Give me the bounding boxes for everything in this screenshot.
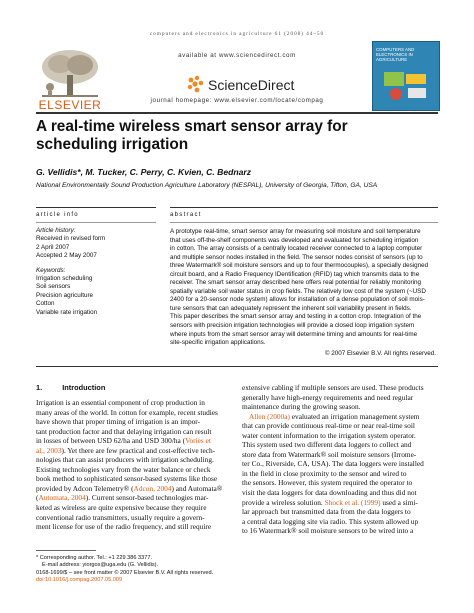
article-title [36, 118, 436, 154]
received-label: Received in revised form [36, 235, 106, 243]
body-line: the sensors. However, this system required the operator to [242, 478, 413, 488]
running-head: computers and electronics in agriculture 61 (2008) 44–50 [149, 31, 325, 37]
sciencedirect-wordmark: ScienceDirect [208, 77, 295, 93]
abstract-body [170, 228, 436, 348]
abstract-line: in cotton. The array consists of a centrally located receiver connected to a laptop computer [170, 245, 423, 253]
body-line: Irrigation is an essential component of crop production in [36, 398, 205, 407]
body-line: in the field in close proximity to the sensor and wired to [242, 468, 407, 478]
abstract-line: sensors with precision irrigation technologies will provide a closed loop irrigation system [170, 322, 415, 330]
keyword: Cotton [36, 300, 55, 308]
body-line: maintenance during the growing season. [242, 402, 361, 412]
section-number: 1. [36, 383, 43, 392]
cover-illustration [382, 68, 430, 102]
body-line: Allen (2000a) evaluated an irrigation management system [248, 411, 420, 421]
abstract-line: where inputs from the smart sensor array will determine timing and amounts for real-time [170, 330, 418, 338]
section-heading [36, 383, 105, 392]
keyword: Precision agriculture [36, 291, 94, 299]
keyword: Variable rate irrigation [36, 308, 98, 316]
article-info-heading: article info [36, 212, 79, 218]
body-line: water content information to the irrigation system operator. [242, 430, 416, 440]
keywords-label: Keywords: [36, 266, 66, 274]
body-line: al., 2003). Yet there are few practical and cost-effective tech- [36, 445, 216, 455]
doi-link[interactable]: doi:10.1016/j.compag.2007.05.009 [36, 577, 123, 584]
body-line: provided by Adcon Telemetry® (Adcon, 2004) and Automata® [36, 483, 223, 493]
section-rule [36, 366, 438, 367]
abstract-line: receiver. The smart sensor array described here offers real potential for reliably monitoring [170, 279, 422, 287]
citation-link[interactable]: Shock et al. (1999) [324, 497, 381, 507]
cover-title: COMPUTERS AND ELECTRONICS IN AGRICULTURE [376, 47, 415, 62]
abstract-line: This paper describes the smart sensor array and testing in a cotton crop. Integration of the [170, 313, 422, 321]
publisher-wordmark: ELSEVIER [38, 98, 102, 112]
body-line: Existing technologies vary from the water balance or check [36, 464, 211, 474]
citation-link[interactable]: Vories et [185, 436, 211, 446]
affiliation: National Environmentally Sound Production Agriculture Laboratory (NESPAL), University of Georgia, Tifton, GA, USA [36, 182, 378, 189]
body-line: (Automata, 2004). Current sensor-based technologies mar- [36, 493, 209, 503]
history-label: Article history: [36, 227, 76, 234]
abstract-rule [170, 222, 438, 223]
body-line: generally have high-energy requirements and need regular [242, 392, 414, 402]
copyright: © 2007 Elsevier B.V. All rights reserved. [324, 350, 436, 357]
body-line: provide a wireless solution. Shock et al. (1999) used a simi- [242, 497, 418, 507]
citation-link[interactable]: Allen (2000a) [248, 411, 290, 421]
body-line: that can provide continuous real-time or near real-time soil [242, 421, 415, 431]
title-line: scheduling irrigation [36, 136, 189, 153]
body-line: many areas of the world. In cotton for example, recent studies [36, 407, 218, 417]
body-line: ment license for use of the radio frequency, and still require [36, 522, 212, 532]
body-line: lar approach but transmitted data from the data loggers to [242, 507, 411, 517]
citation-link[interactable]: Adcon, 2004 [133, 483, 172, 493]
citation-link[interactable]: al., 2003 [36, 445, 62, 455]
available-online-text: available at www.sciencedirect.com [178, 52, 296, 59]
citation-link[interactable]: Automata, 2004 [38, 493, 86, 503]
abstract-line: three Watermark® soil moisture sensors and up to four thermocouples), a specially designed [170, 262, 429, 270]
sciencedirect-icon [186, 74, 206, 94]
received-date: 2 April 2007 [36, 243, 70, 251]
title-line: A real-time wireless smart sensor array for [36, 118, 348, 135]
abstract-line: spatially variable soil water status in crop fields. The relatively low cost of the system (~USD [170, 287, 426, 295]
abstract-line: circuit board, and a Radio Frequency IDentification (RFID) tag which transmits data to the [170, 270, 420, 278]
accepted-date: Accepted 2 May 2007 [36, 252, 97, 260]
abstract-rule-top [170, 207, 438, 208]
body-column-left [36, 398, 231, 532]
body-line: keted as wireless are quite expensive because they require [36, 503, 207, 513]
body-line: have shown that proper timing of irrigation is an impor- [36, 417, 201, 427]
footnote-line: 0168-1699/$ – see front matter © 2007 Elsevier B.V. All rights reserved. [36, 569, 214, 576]
footnote-rule [36, 550, 96, 551]
body-line: extensive cabling if multiple sensors are used. These products [242, 383, 424, 392]
body-line: This system used two different data loggers to collect and [242, 440, 412, 450]
abstract-line: and multiple sensor nodes installed in the field. The sensor nodes consist of sensors (up to [170, 253, 423, 261]
body-line: ter Co., Riverside, CA, USA). The data loggers were installed [242, 459, 424, 469]
keyword: Irrigation scheduling [36, 275, 93, 283]
body-line: in losses of between USD 62/ha and USD 300/ha (Vories et [36, 436, 211, 446]
article-info-rule-top [36, 207, 156, 208]
body-line: store data from Watermark® soil moisture sensors (Irrome- [242, 449, 417, 459]
section-title: Introduction [62, 383, 106, 392]
abstract-line: ture sensors that can adequately represent the inherent soil variability present in fields. [170, 304, 412, 312]
footnote-line: * Corresponding author. Tel.: +1 229 386 3377. [36, 555, 153, 561]
abstract-line: site-specific irrigation applications. [170, 339, 266, 347]
body-line: visit the data loggers for data downloading and thus did not [242, 488, 417, 498]
body-column-right [242, 383, 438, 536]
body-line: a central data logging site via radio. This system allowed up [242, 516, 419, 526]
body-line: to 16 Watermark® soil moisture sensors to be wired into a [242, 526, 414, 536]
journal-homepage: journal homepage: www.elsevier.com/locate/compag [150, 97, 324, 104]
body-line: book method to sophisticated sensor-based systems like those [36, 474, 218, 484]
abstract-line: that uses off-the-shelf components was developed and evaluated for scheduling irrigation [170, 236, 419, 244]
abstract-line: A prototype real-time, smart sensor array for measuring soil moisture and soil temperature [170, 228, 421, 235]
author-list: G. Vellidis*, M. Tucker, C. Perry, C. Kvien, C. Bednarz [36, 167, 252, 177]
abstract-line: 2400 for a 20-sensor node system) allows for installation of a dense population of soil mois- [170, 296, 425, 304]
header-rule [36, 112, 438, 114]
article-info-rule [36, 222, 156, 223]
footnote-email: E-mail address: yiorgos@uga.edu (G. Vellidis). [42, 562, 159, 569]
abstract-heading: abstract [170, 212, 202, 218]
body-line: conventional radio transmitters, usually require a govern- [36, 512, 205, 522]
footnote [36, 555, 236, 585]
article-info [36, 227, 156, 317]
body-line: nologies that can assist producers with irrigation scheduling. [36, 455, 214, 465]
body-line: tant production factor and that delaying irrigation can result [36, 426, 212, 436]
keyword: Soil sensors [36, 283, 71, 291]
